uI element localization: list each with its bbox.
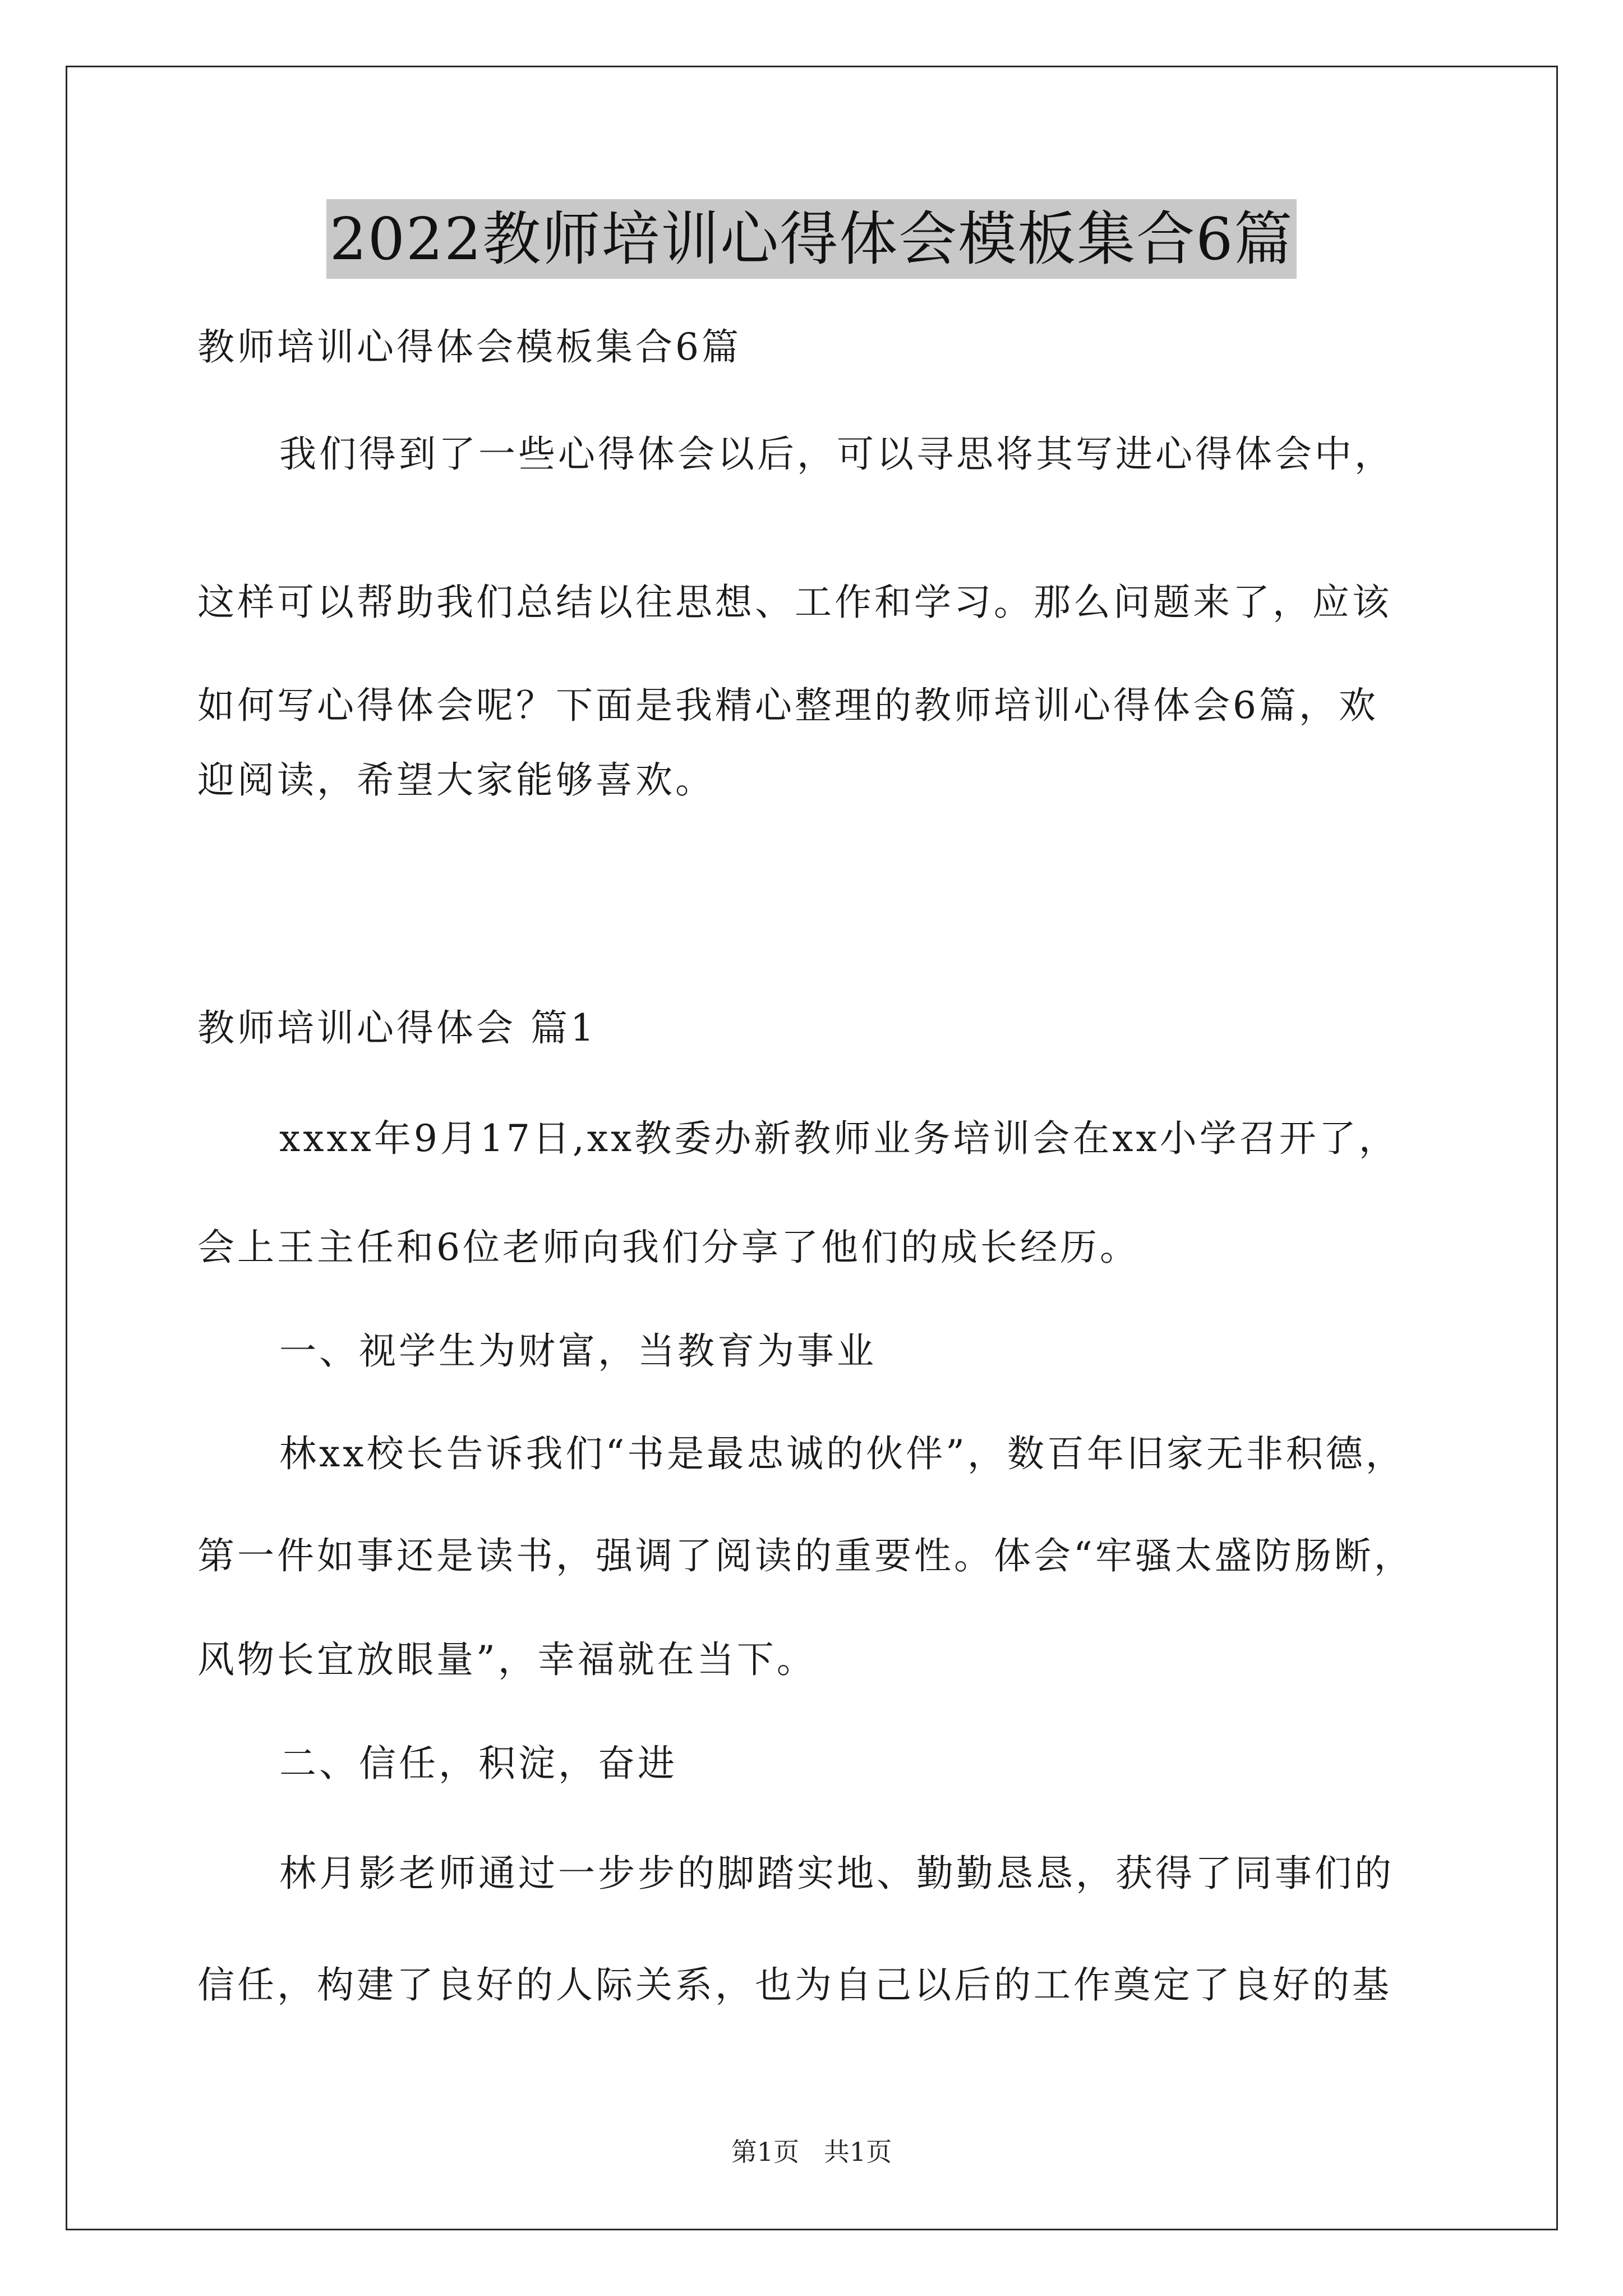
body-line-3: 林xx校长告诉我们“书是最忠诚的伙伴”，数百年旧家无非积德， bbox=[279, 1432, 1405, 1475]
subheading-1: 一、视学生为财富，当教育为事业 bbox=[279, 1329, 877, 1373]
title-container bbox=[0, 199, 1623, 279]
intro-line-4: 迎阅读，希望大家能够喜欢。 bbox=[197, 758, 715, 802]
intro-line-2: 这样可以帮助我们总结以往思想、工作和学习。那么问题来了，应该 bbox=[197, 581, 1392, 624]
body-line-1: xxxx年9月17日,xx教委办新教师业务培训会在xx小学召开了， bbox=[279, 1117, 1399, 1160]
intro-line-1: 我们得到了一些心得体会以后，可以寻思将其写进心得体会中， bbox=[279, 432, 1394, 476]
body-line-5: 风物长宜放眼量”，幸福就在当下。 bbox=[197, 1638, 817, 1681]
body-line-4: 第一件如事还是读书，强调了阅读的重要性。体会“牢骚太盛防肠断， bbox=[197, 1534, 1414, 1577]
body-line-6: 林月影老师通过一步步的脚踏实地、勤勤恳恳，获得了同事们的 bbox=[279, 1852, 1394, 1895]
intro-line-3: 如何写心得体会呢？下面是我精心整理的教师培训心得体会6篇，欢 bbox=[197, 684, 1378, 727]
subheading-2: 二、信任，积淀，奋进 bbox=[279, 1742, 677, 1785]
body-line-7: 信任，构建了良好的人际关系，也为自己以后的工作奠定了良好的基 bbox=[197, 1963, 1392, 2007]
section-heading: 教师培训心得体会 篇1 bbox=[197, 1006, 597, 1050]
page-footer: 第1页 共1页 bbox=[731, 2137, 892, 2167]
subtitle-line: 教师培训心得体会模板集合6篇 bbox=[197, 325, 741, 369]
body-line-2: 会上王主任和6位老师向我们分享了他们的成长经历。 bbox=[197, 1226, 1140, 1269]
document-title: 2022教师培训心得体会模板集合6篇 bbox=[326, 199, 1297, 279]
